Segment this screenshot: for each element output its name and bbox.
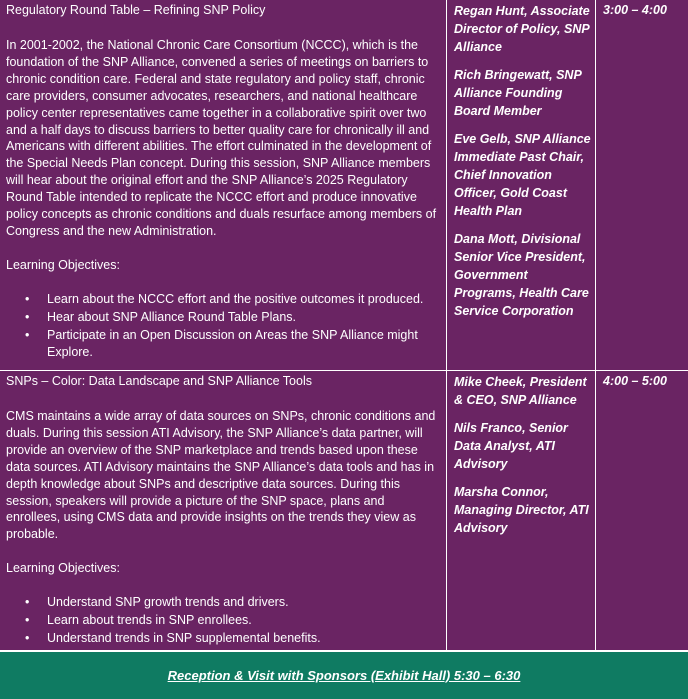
session-title: SNPs – Color: Data Landscape and SNP Alliance Tools <box>6 374 312 388</box>
objective-item: • Participate in an Open Discussion on Areas the SNP Alliance might Explore. <box>47 327 440 361</box>
objectives-list <box>6 594 440 647</box>
session-time: 3:00 – 4:00 <box>603 3 667 17</box>
session-row-data-landscape <box>0 371 688 650</box>
session-time-cell <box>597 0 688 370</box>
speaker: Nils Franco, Senior Data Analyst, ATI Advisory <box>454 421 568 471</box>
speaker: Mike Cheek, President & CEO, SNP Alliance <box>454 375 587 407</box>
session-time: 4:00 – 5:00 <box>603 374 667 388</box>
speaker: Rich Bringewatt, SNP Alliance Founding Board Member <box>454 68 582 118</box>
objectives-heading: Learning Objectives: <box>6 257 120 272</box>
reception-text: Reception & Visit with Sponsors (Exhibit Hall) 5:30 – 6:30 <box>167 668 521 683</box>
objective-item: • Understand trends in SNP supplemental benefits. <box>47 630 440 647</box>
session-speakers <box>448 0 596 370</box>
objectives-list <box>6 291 440 361</box>
speaker: Dana Mott, Divisional Senior Vice President, Government Programs, Health Care Service Corporation <box>454 232 589 318</box>
session-title: Regulatory Round Table – Refining SNP Policy <box>6 3 266 17</box>
objective-item: • Learn about trends in SNP enrollees. <box>47 612 440 629</box>
session-description: In 2001-2002, the National Chronic Care Consortium (NCCC), which is the foundation of the SNP Alliance, convened a series of meetings on barriers to chronic condition care. Federal and state regulatory and policy staff, chronic care providers, consumer advocates, researchers, and national healthcare policy center representatives came together in a collaborative spirit over two and a half days to discuss barriers to better quality care for chronically ill and Americans with different abilities. The effort culminated in the development of the Special Needs Plan concept. During this session, SNP Alliance members will hear about the original effort and the SNP Alliance’s 2025 Regulatory Round Table intended to replicate the NCCC effort and produce innovative policy concepts as chronic conditions and duals resurface among members of Congress and the new Administration. <box>6 38 437 238</box>
session-description: CMS maintains a wide array of data sources on SNPs, chronic conditions and duals. During this session ATI Advisory, the SNP Alliance’s data partner, will provide an overview of the SNP marketplace and trends based upon these data sources. ATI Advisory maintains the SNP Alliance’s data tools and has in depth knowledge about SNPs and descriptive data sources. During this session, speakers will provide a picture of the SNP space, plans and enrollees, using CMS data and provide insights on the trends they view as probable. <box>6 409 436 542</box>
session-details <box>0 371 447 650</box>
objectives-heading: Learning Objectives: <box>6 561 120 576</box>
objective-item: • Understand SNP growth trends and drivers. <box>47 594 440 611</box>
session-speakers <box>448 371 596 650</box>
session-details <box>0 0 447 370</box>
speaker: Eve Gelb, SNP Alliance Immediate Past Chair, Chief Innovation Officer, Gold Coast Health Plan <box>454 132 591 218</box>
speaker: Regan Hunt, Associate Director of Policy, SNP Alliance <box>454 4 590 54</box>
objective-item: • Learn about the NCCC effort and the positive outcomes it produced. <box>47 291 440 308</box>
speaker: Marsha Connor, Managing Director, ATI Advisory <box>454 485 589 535</box>
session-time-cell <box>597 371 688 650</box>
objective-item: • Hear about SNP Alliance Round Table Plans. <box>47 309 440 326</box>
reception-banner <box>0 652 688 699</box>
